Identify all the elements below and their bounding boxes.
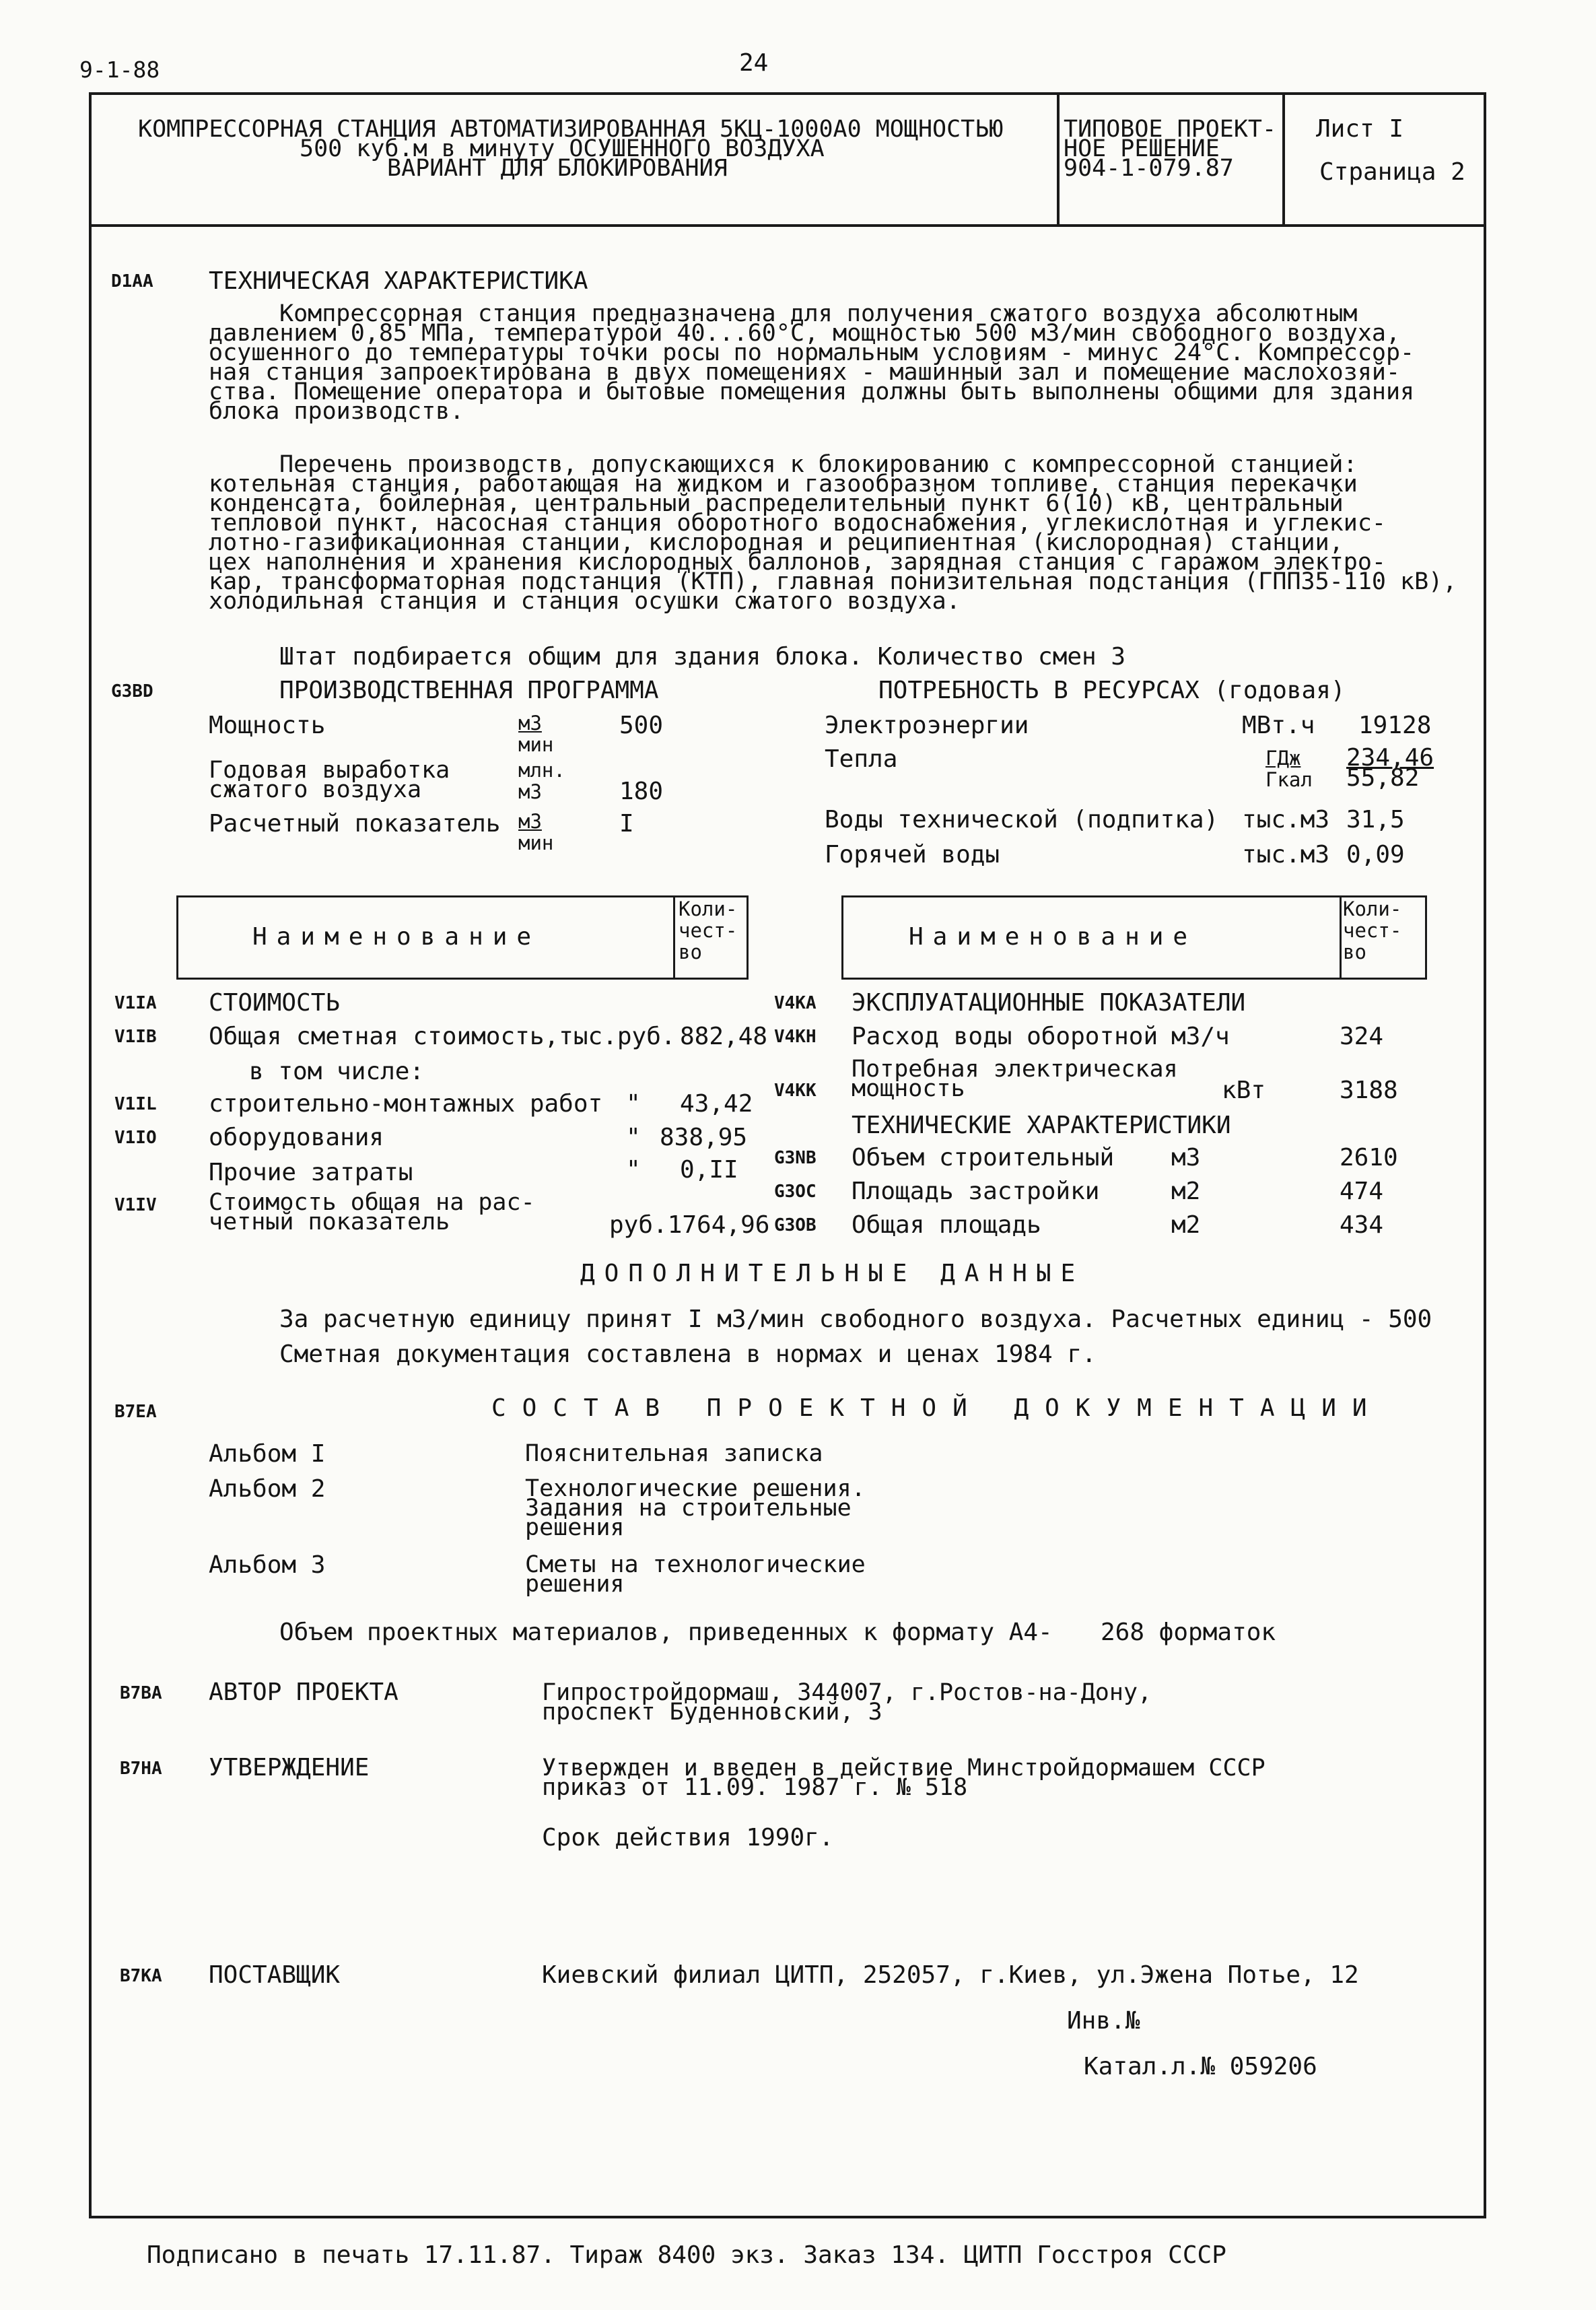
title-line: КОМПРЕССОРНАЯ СТАНЦИЯ АВТОМАТИЗИРОВАННАЯ 5КЦ-1000А0 МОЩНОСТЬЮ: [138, 116, 1004, 143]
validity: Срок действия 1990г.: [542, 1824, 834, 1852]
resource-unit: тыс.м3: [1242, 841, 1330, 869]
approval-label: УТВЕРЖДЕНИЕ: [209, 1754, 370, 1781]
text-line: давлением 0,85 МПа, температурой 40...60°С, мощностью 500 м3/мин свободного воздуха,: [209, 320, 1401, 347]
standard-line: ТИПОВОЕ ПРОЕКТ-: [1064, 116, 1277, 143]
resource-label: Тепла: [825, 745, 898, 773]
volume-value: 268 форматок: [1101, 1619, 1276, 1646]
operation-unit: м2: [1171, 1211, 1201, 1239]
text-line: холодильная станция и станция осушки сжатого воздуха.: [209, 588, 961, 615]
cost-label: строительно-монтажных работ: [209, 1090, 603, 1118]
cost-value: 882,48: [680, 1023, 768, 1050]
program-unit: [518, 712, 553, 755]
program-unit: [518, 811, 553, 854]
staff-line: Штат подбирается общим для здания блока. Количество смен 3: [279, 643, 1126, 671]
cost-label: оборудования: [209, 1124, 384, 1151]
operation-unit: м2: [1171, 1178, 1201, 1205]
address-line: проспект Буденновский, 3: [542, 1699, 882, 1726]
title-line: ВАРИАНТ ДЛЯ БЛОКИРОВАНИЯ: [387, 155, 728, 182]
standard-solution: [1064, 116, 1277, 182]
resource-unit: тыс.м3: [1242, 806, 1330, 834]
column-name: Наименование: [909, 923, 1198, 951]
qty-line: во: [1343, 941, 1366, 963]
album-description: [525, 1440, 823, 1467]
qty-line: чест-: [679, 919, 738, 942]
unit-top: м3: [518, 810, 542, 833]
header-col-divider-2: [1282, 92, 1285, 226]
label-line: Стоимость общая на рас-: [209, 1189, 535, 1216]
extra-line: Сметная документация составлена в нормах и ценах 1984 г.: [279, 1340, 1097, 1368]
qty-line: Коли-: [679, 897, 738, 920]
table-header-divider: [1340, 895, 1342, 980]
operation-unit: м3: [1171, 1144, 1201, 1171]
section-code: D1AA: [111, 271, 153, 292]
table-header-divider: [673, 895, 675, 980]
program-label: Расчетный показатель: [209, 810, 501, 838]
sheet-label: Лист I: [1316, 115, 1404, 143]
album-line: Задания на строительные: [525, 1495, 852, 1522]
text-line: Перечень производств, допускающихся к блокированию с компрессорной станцией:: [279, 451, 1358, 478]
supplier-address: Киевский филиал ЦИТП, 252057, г.Киев, ул.Эжена Потье, 12: [542, 1961, 1359, 1989]
qty-line: во: [679, 941, 702, 963]
supplier-label: ПОСТАВЩИК: [209, 1961, 341, 1989]
tech-paragraph-2: [209, 451, 1457, 615]
tech-paragraph-1: [209, 300, 1415, 425]
row-code: V1IL: [114, 1094, 157, 1114]
unit-bottom: мин: [518, 733, 554, 756]
program-label: Мощность: [209, 712, 326, 739]
program-value: 180: [619, 778, 664, 805]
title-line: 500 куб.м в минуту ОСУШЕННОГО ВОЗДУХА: [300, 135, 825, 162]
album-name: Альбом I: [209, 1440, 326, 1468]
author-label: АВТОР ПРОЕКТА: [209, 1678, 398, 1706]
operation-label: Общая площадь: [852, 1211, 1041, 1239]
row-code: V1IV: [114, 1195, 157, 1215]
cost-heading: СТОИМОСТЬ: [209, 989, 341, 1017]
unit-bottom: мин: [518, 831, 554, 854]
album-line: решения: [525, 1514, 625, 1541]
label-line: Годовая выработка: [209, 757, 450, 784]
cost-label: в том числе:: [249, 1058, 425, 1085]
operation-unit: м3/ч: [1171, 1023, 1230, 1050]
text-line: Компрессорная станция предназначена для получения сжатого воздуха абсолютным: [279, 300, 1358, 327]
row-code: G3OB: [774, 1215, 817, 1235]
value-bottom: 55,82: [1346, 764, 1420, 792]
resource-label: Горячей воды: [825, 841, 1000, 869]
operation-value: 3188: [1340, 1077, 1398, 1104]
unit-bottom: м3: [518, 780, 542, 803]
row-code: V1IB: [114, 1027, 157, 1047]
album-name: Альбом 3: [209, 1551, 326, 1579]
header-col-divider-1: [1057, 92, 1060, 226]
page-label: Страница 2: [1319, 158, 1465, 186]
program-heading: ПРОИЗВОДСТВЕННАЯ ПРОГРАММА: [279, 677, 659, 704]
cost-value: 838,95: [660, 1124, 748, 1151]
approval-line: приказ от 11.09. 1987 г. № 518: [542, 1774, 968, 1801]
text-line: ства. Помещение оператора и бытовые помещения должны быть выполнены общими для здания: [209, 378, 1415, 405]
row-code: V4KK: [774, 1081, 817, 1101]
value-top: 234,46: [1346, 744, 1434, 772]
extra-heading: ДОПОЛНИТЕЛЬНЫЕ ДАННЫЕ: [580, 1260, 1085, 1287]
ditto-mark: ": [626, 1156, 641, 1184]
program-value: I: [619, 810, 634, 838]
album-name: Альбом 2: [209, 1475, 326, 1503]
text-line: конденсата, бойлерная, центральный распределительный пункт 6(10) кВ, центральный: [209, 490, 1344, 517]
album-line: Технологические решения.: [525, 1475, 866, 1502]
operation-label: Расход воды оборотной: [852, 1023, 1158, 1050]
program-label: [209, 757, 450, 803]
volume-text: Объем проектных материалов, приведенных к формату А4-: [279, 1619, 1053, 1646]
row-code: V1IO: [114, 1128, 157, 1148]
cost-value: 0,II: [680, 1156, 738, 1184]
resource-label: Электроэнергии: [825, 712, 1029, 739]
unit-top: ГДж: [1265, 747, 1301, 770]
inventory-number: Инв.№: [1067, 2007, 1140, 2035]
section-code: B7HA: [120, 1759, 162, 1779]
resource-value: 31,5: [1346, 806, 1405, 834]
operation-value: 434: [1340, 1211, 1384, 1239]
section-code: V4KA: [774, 993, 817, 1013]
cost-label: Прочие затраты: [209, 1159, 413, 1186]
text-line: цех наполнения и хранения кислородных баллонов, зарядная станция с гаражом электро-: [209, 549, 1386, 576]
section-code: B7BA: [120, 1683, 162, 1703]
composition-heading: СОСТАВ ПРОЕКТНОЙ ДОКУМЕНТАЦИИ: [491, 1394, 1383, 1422]
approval-text: [542, 1755, 1265, 1801]
resource-unit: МВт.ч: [1242, 712, 1315, 739]
program-value: 500: [619, 712, 664, 739]
label-line: Потребная электрическая: [852, 1056, 1178, 1083]
cost-value: 43,42: [680, 1090, 753, 1118]
album-description: [525, 1551, 866, 1598]
operation-label: Объем строительный: [852, 1144, 1115, 1171]
operation-label: [852, 1056, 1178, 1102]
column-name: Наименование: [252, 923, 541, 951]
row-code: G3NB: [774, 1148, 817, 1168]
operation-value: 324: [1340, 1023, 1384, 1050]
header-divider: [89, 224, 1486, 227]
section-code: V1IA: [114, 993, 157, 1013]
cost-value: руб.1764,96: [609, 1211, 770, 1239]
text-line: котельная станция, работающая на жидком и газообразном топливе, станция перекачки: [209, 471, 1358, 498]
ditto-mark: ": [626, 1124, 641, 1151]
standard-line: 904-1-079.87: [1064, 155, 1234, 182]
resource-unit: [1265, 747, 1313, 790]
column-qty: [679, 898, 737, 963]
operation-value: 474: [1340, 1178, 1384, 1205]
label-line: мощность: [852, 1075, 965, 1102]
unit-top: млн.: [518, 759, 565, 782]
row-code: V4KH: [774, 1027, 817, 1047]
section-code: G3BD: [111, 681, 153, 702]
resource-value: [1346, 745, 1434, 792]
qty-line: чест-: [1343, 919, 1402, 942]
text-line: лотно-газификационная станции, кислородная и реципиентная (кислородная) станции,: [209, 529, 1344, 556]
operation-value: 2610: [1340, 1144, 1398, 1171]
program-unit: [518, 759, 565, 803]
row-code: G3OC: [774, 1182, 817, 1202]
cost-label: Общая сметная стоимость,тыс.руб.: [209, 1023, 676, 1050]
label-line: сжатого воздуха: [209, 776, 422, 803]
header-title: [138, 116, 1004, 182]
resource-label: Воды технической (подпитка): [825, 806, 1219, 834]
unit-bottom: Гкал: [1265, 768, 1313, 791]
resources-heading: ПОТРЕБНОСТЬ В РЕСУРСАХ (годовая): [878, 677, 1346, 704]
extra-line: За расчетную единицу принят I м3/мин свободного воздуха. Расчетных единиц - 500: [279, 1305, 1432, 1333]
text-line: блока производств.: [209, 398, 464, 425]
tech-heading: ТЕХНИЧЕСКАЯ ХАРАКТЕРИСТИКА: [209, 267, 588, 295]
column-qty: [1343, 898, 1401, 963]
text-line: тепловой пункт, насосная станция оборотного водоснабжения, углекислотная и углекис-: [209, 510, 1386, 537]
operation-label: Площадь застройки: [852, 1178, 1100, 1205]
album-line: решения: [525, 1571, 625, 1598]
cost-label: [209, 1189, 535, 1235]
catalog-number: Катал.л.№ 059206: [1084, 2053, 1317, 2080]
operation-unit: кВт: [1222, 1077, 1266, 1104]
text-line: кар, трансформаторная подстанция (КТП), главная понизительная подстанция (ГПП35-110 кВ),: [209, 568, 1457, 595]
album-line: Сметы на технологические: [525, 1551, 866, 1578]
page-number: 24: [739, 49, 769, 77]
standard-line: НОЕ РЕШЕНИЕ: [1064, 135, 1220, 162]
text-line: осушенного до температуры точки росы по нормальным условиям - минус 24°С. Компрессор-: [209, 339, 1415, 366]
qty-line: Коли-: [1343, 897, 1402, 920]
album-description: [525, 1475, 866, 1541]
resource-value: 19128: [1358, 712, 1432, 739]
section-code: B7EA: [114, 1402, 157, 1422]
album-line: Пояснительная записка: [525, 1440, 823, 1467]
resource-value: 0,09: [1346, 841, 1405, 869]
address-line: Гипростройдормаш, 344007, г.Ростов-на-Дону,: [542, 1679, 1152, 1706]
author-address: [542, 1679, 1152, 1726]
document-code: 9-1-88: [79, 57, 160, 83]
approval-line: Утвержден и введен в действие Минстройдормашем СССР: [542, 1755, 1265, 1781]
ditto-mark: ": [626, 1090, 641, 1118]
operation-heading: ЭКСПЛУАТАЦИОННЫЕ ПОКАЗАТЕЛИ: [852, 989, 1246, 1017]
label-line: четный показатель: [209, 1209, 450, 1235]
tech-characteristics-heading: ТЕХНИЧЕСКИЕ ХАРАКТЕРИСТИКИ: [852, 1112, 1231, 1139]
print-footer: Подписано в печать 17.11.87. Тираж 8400 экз. Заказ 134. ЦИТП Госстроя СССР: [147, 2241, 1226, 2269]
text-line: ная станция запроектирована в двух помещениях - машинный зал и помещение маслохозяй-: [209, 359, 1401, 386]
section-code: B7KA: [120, 1966, 162, 1986]
unit-top: м3: [518, 712, 542, 735]
